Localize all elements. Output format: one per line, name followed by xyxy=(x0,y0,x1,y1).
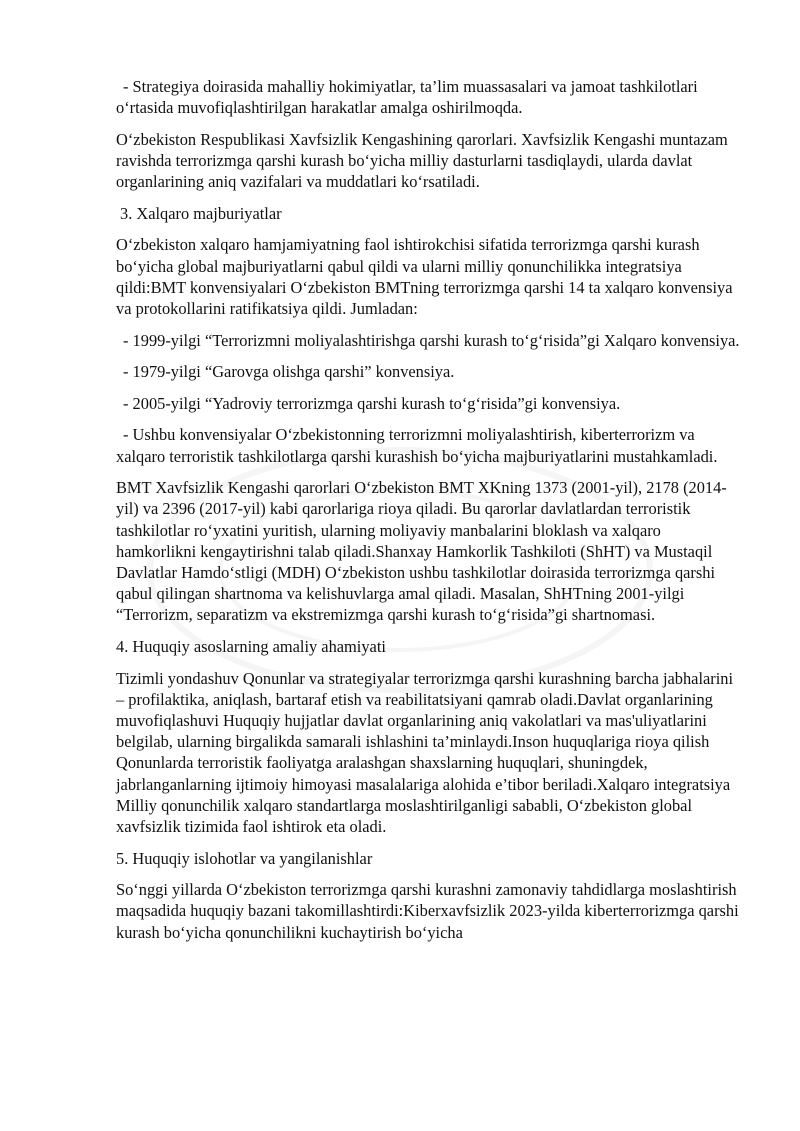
section-heading: 5. Huquqiy islohotlar va yangilanishlar xyxy=(116,848,373,868)
document-body xyxy=(116,76,742,953)
paragraph-bullet: - Ushbu konvensiyalar O‘zbekistonning terrorizmni moliyalashtirish, kiberterrorizm va xalqaro terroristik tashkilotlarga qarshi kurashish bo‘yicha majburiyatlarini mustahkamladi. xyxy=(116,425,718,466)
paragraph: So‘nggi yillarda O‘zbekiston terrorizmga qarshi kurashni zamonaviy tahdidlarga moslashtirish maqsadida huquqiy bazani takomillashtirdi:Kiberxavfsizlik 2023-yilda kiberterrorizmga qarshi kurash bo‘yicha qonunchilikni kuchaytirish bo‘yicha xyxy=(116,880,739,942)
section-heading: 4. Huquqiy asoslarning amaliy ahamiyati xyxy=(116,636,386,656)
paragraph-bullet: - Strategiya doirasida mahalliy hokimiyatlar, ta’lim muassasalari va jamoat tashkilotlari o‘rtasida muvofiqlashtirilgan harakatlar amalga oshirilmoqda. xyxy=(116,77,698,118)
paragraph: Tizimli yondashuv Qonunlar va strategiyalar terrorizmga qarshi kurashning barcha jabhalarini – profilaktika, aniqlash, bartaraf etish va reabilitatsiyani qamrab oladi.Davlat organlarining muvofiqlashuvi Huquqiy hujjatlar davlat organlarining aniq vakolatlari va mas'uliyatlarini belgilab, ularning birgalikda samarali ishlashini ta’minlaydi.Inson huquqlariga rioya qilish Qonunlarda terroristik faoliyatga aralashgan shaxslarning huquqlari, shuningdek, jabrlanganlarning ijtimoiy himoyasi masalalariga alohida e’tibor beriladi.Xalqaro integratsiya Milliy qonunchilik xalqaro standartlarga moslashtirilganligi sababli, O‘zbekiston global xavfsizlik tizimida faol ishtirok eta oladi. xyxy=(116,668,734,836)
paragraph-bullet: - 1979-yilgi “Garovga olishga qarshi” konvensiya. xyxy=(123,362,455,382)
paragraph-bullet: - 1999-yilgi “Terrorizmni moliyalashtirishga qarshi kurash to‘g‘risida”gi Xalqaro konvensiya. xyxy=(123,330,740,350)
paragraph: O‘zbekiston xalqaro hamjamiyatning faol ishtirokchisi sifatida terrorizmga qarshi kurash bo‘yicha global majburiyatlarni qabul qildi va ularni milliy qonunchilikka integratsiya qildi:BMT konvensiyalari O‘zbekiston BMTning terrorizmga qarshi 14 ta xalqaro konvensiya va protokollarini ratifikatsiya qildi. Jumladan: xyxy=(116,235,733,318)
section-heading: 3. Xalqaro majburiyatlar xyxy=(120,203,282,223)
paragraph: O‘zbekiston Respublikasi Xavfsizlik Kengashining qarorlari. Xavfsizlik Kengashi muntazam ravishda terrorizmga qarshi kurash bo‘yicha milliy dasturlarni tasdiqlaydi, ularda davlat organlarining aniq vazifalari va muddatlari ko‘rsatiladi. xyxy=(116,129,728,192)
paragraph: BMT Xavfsizlik Kengashi qarorlari O‘zbekiston BMT XKning 1373 (2001-yil), 2178 (2014-yil) va 2396 (2017-yil) kabi qarorlariga rioya qiladi. Bu qarorlar davlatlardan terroristik tashkilotlar ro‘yxatini yuritish, ularning moliyaviy manbalarini bloklash va xalqaro hamkorlikni kengaytirishni talab qiladi.Shanxay Hamkorlik Tashkiloti (ShHT) va Mustaqil Davlatlar Hamdo‘stligi (MDH) O‘zbekiston ushbu tashkilotlar doirasida terrorizmga qarshi qabul qilingan shartnoma va kelishuvlarga amal qiladi. Masalan, ShHTning 2001-yilgi “Terrorizm, separatizm va ekstremizmga qarshi kurash to‘g‘risida”gi shartnomasi. xyxy=(116,478,727,625)
paragraph-bullet: - 2005-yilgi “Yadroviy terrorizmga qarshi kurash to‘g‘risida”gi konvensiya. xyxy=(123,393,621,413)
